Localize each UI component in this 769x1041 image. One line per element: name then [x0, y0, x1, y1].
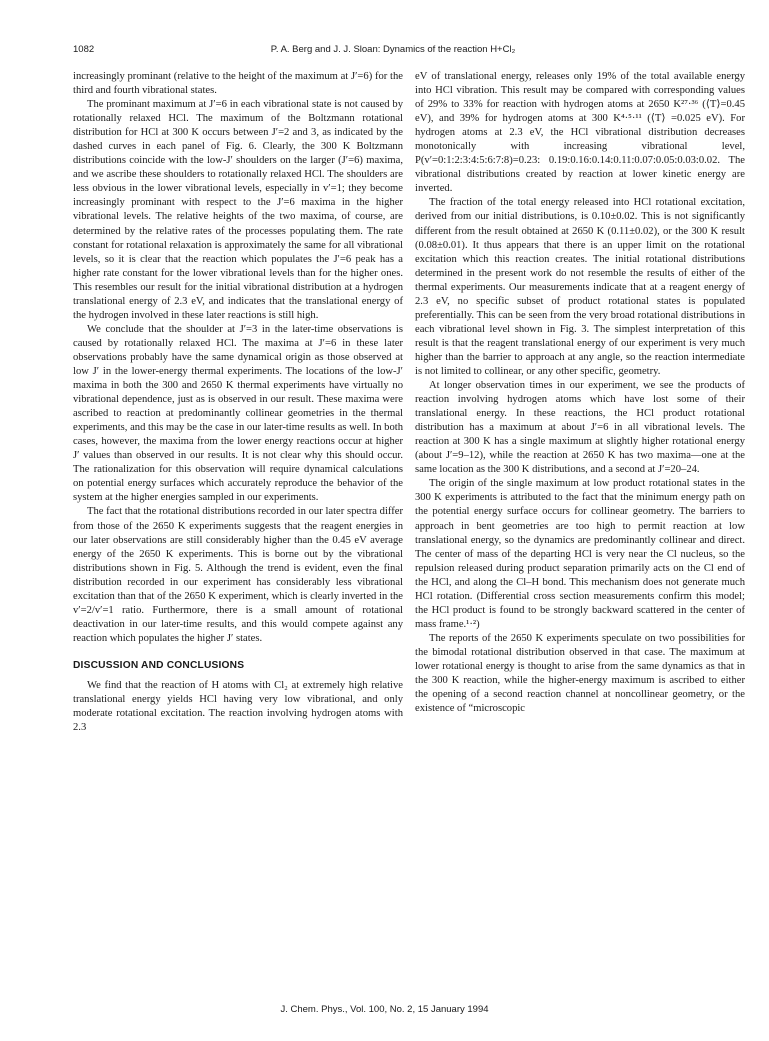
running-title: P. A. Berg and J. J. Sloan: Dynamics of the reaction H+Cl₂ — [270, 44, 516, 55]
paragraph: The origin of the single maximum at low product rotational states in the 300 K experiments is attributed to the fact that the minimum energy path on the potential energy surface occurs for collinear geometry. The barriers to approach in bent geometries are too high to permit reaction at low translational energy, so the dynamics are predominantly collinear and direct. The center of mass of the departing HCl is very near the Cl nucleus, so the repulsion released during product separation primarily acts on the Cl end of the HCl, and along the Cl–H bond. This mechanism does not generate much HCl rotation. (Differential cross section measurements confirm this model; the HCl product is found to be strongly backward scattered in the center of mass frame.¹·²) — [415, 478, 745, 630]
paragraph: eV of translational energy, releases only 19% of the total available energy into HCl vibration. This result may be compared with corresponding values of 29% to 33% for reaction with hydrogen atoms at 2650 K²⁷·³⁶ (⟨T⟩=0.45 eV), and 39% for hydrogen atoms at 300 K⁴·⁵·¹¹ (⟨T⟩ =0.025 eV). For hydrogen atoms at 2.3 eV, the HCl vibrational distribution decreases monotonically with increasing vibrational level, P(v′=0:1:2:3:4:5:6:7:8)=0.23: 0.19:0.16:0.14:0.11:0.07:0.05:0.03:0.02. The vibrational distributions created by reaction at lower kinetic energy are inverted. — [415, 71, 745, 195]
page-header — [73, 44, 713, 60]
paragraph: The fact that the rotational distributions recorded in our later spectra differ from those of the 2650 K experiments suggests that the reagent energies in our later observations are still considerably higher than the 0.45 eV average energy of the 2650 K experiments. This is borne out by the vibrational distributions shown in Fig. 5. Although the trend is evident, even the final distribution recorded in our experiment has considerably less vibrational excitation than that of the 2650 K experiment, which is clearly inverted in the v′=2/v′=1 ratio. Furthermore, there is a small amount of rotational deactivation in our later-time results, and this would compete against any reaction which populates the higher J′ states. — [73, 506, 403, 644]
section-heading: DISCUSSION AND CONCLUSIONS — [73, 659, 245, 671]
paragraph: The reports of the 2650 K experiments speculate on two possibilities for the bimodal rotational distribution observed in that case. The maximum at lower rotational energy is thought to arise from the same dynamics as that in the 300 K reaction, while the higher-energy maximum is ascribed to either the opening of a second reaction channel at noncollinear geometry, or the existence of “microscopic — [415, 632, 745, 715]
paragraph: We find that the reaction of H atoms with Cl₂ at extremely high relative translational energy yields HCl having very low vibrational, and only moderate rotational excitation. The reaction involving hydrogen atoms with 2.3 — [73, 679, 403, 734]
page-number: 1082 — [73, 44, 95, 55]
paragraph: The prominant maximum at J′=6 in each vibrational state is not caused by rotationally relaxed HCl. The maximum of the Boltzmann rotational distribution for HCl at 300 K occurs between J′=2 and 3, as indicated by the dashed curves in each panel of Fig. 6. Clearly, the 300 K Boltzmann distributions coincide with the low-J′ shoulders on the larger (J′=6) maxima, and we ascribe these shoulders to rotationally relaxed HCl. The shoulders are less obvious in the lower vibrational levels, especially in v′=1; they become increasingly prominant with respect to the J′=6 maxima in the higher vibrational levels. The relative heights of the two maxima, of course, are determined by the relative rates of the processes populating them. The rate constant for rotational relaxation is approximately the same for all vibrational levels, so it is clear that the reaction which populates the J′=6 peak has a higher rate constant for the lower vibrational levels than for the higher ones. This resembles our result for the initial vibrational distribution at a hydrogen translational energy of 2.3 eV, and indicates that the translational energy of the hydrogen involved in these later reactions is still high. — [73, 99, 403, 321]
paragraph: At longer observation times in our experiment, we see the products of reaction involving hydrogen atoms which have lost some of their translational energy. In these reactions, the HCl product rotational distribution has a maximum at about J′=6 in all vibrational levels. The reaction at 300 K has a single maximum at slightly higher rotational energy (about J′=9–12), while the reaction at 2650 K has two maxima—one at the same location as the 300 K distributions, and a second at J′=20–24. — [415, 380, 745, 476]
paragraph: increasingly prominant (relative to the height of the maximum at J′=6) for the third and fourth vibrational states. — [73, 71, 403, 97]
left-column — [73, 70, 403, 735]
journal-citation-footer: J. Chem. Phys., Vol. 100, No. 2, 15 January 1994 — [280, 1004, 489, 1015]
right-column — [415, 70, 745, 716]
paragraph: We conclude that the shoulder at J′=3 in the later-time observations is caused by rotationally relaxed HCl. The maxima at J′=6 in these later observations probably have the same dynamical origin as those observed at low J′ in the lower-energy thermal experiments. The locations of the low-J′ maxima in both the 300 and 2650 K thermal experiments have virtually no vibrational dependence, just as is observed in our result. These maxima were ascribed to reaction at predominantly collinear geometries in the thermal experiments, and this may be the case in our later-time results as well. In both cases, however, the maxima from the lower energy reactions occur at higher J′ values than observed in our results. It is not clear why this should occur. The rationalization for this observation will require dynamical calculations on potential energy surfaces which accurately reproduce the behavior of the system at the higher energies sampled in our experiments. — [73, 323, 403, 504]
paragraph: The fraction of the total energy released into HCl rotational excitation, derived from our initial distributions, is 0.10±0.02. This is not significantly different from the result obtained at 2650 K (0.11±0.02), or the 300 K result (0.08±0.01). It thus appears that there is an upper limit on the rotational excitation which this reaction creates. The initial rotational distributions determined in the present work do not resemble the results of either of the thermal experiments. Our measurements indicate that at a reagent energy of 2.3 eV, no specific subset of product rotational states is populated preferentially. This can be seen from the very broad rotational distributions in each vibrational level shown in Fig. 3. The simplest interpretation of this result is that the reagent translational energy of our experiment is very much higher than the barrier to approach at any angle, so the reaction intermediate is not limited to collinear, or any other specific, geometry. — [415, 197, 745, 377]
